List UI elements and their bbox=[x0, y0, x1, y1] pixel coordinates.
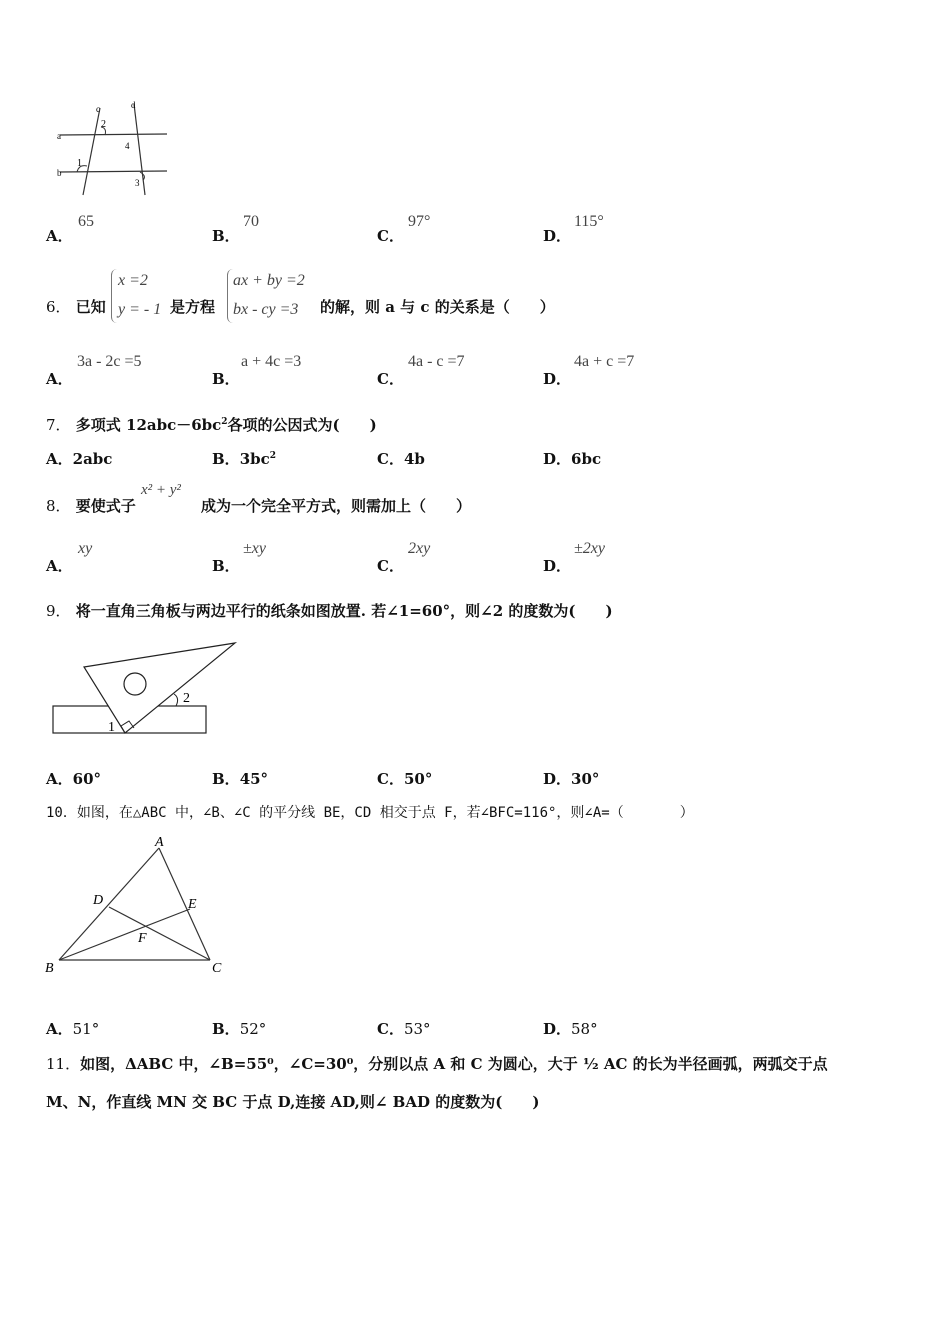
q6-system1-row2: y = - 1 bbox=[118, 301, 162, 318]
q10-label-E: E bbox=[188, 897, 197, 912]
q8-stem bbox=[46, 495, 136, 516]
q5-option-c-value: 97° bbox=[408, 213, 431, 230]
q5-option-c[interactable]: C． bbox=[377, 227, 404, 245]
q10-label-D: D bbox=[93, 893, 104, 908]
q8-number: 8． bbox=[46, 497, 71, 515]
q6-option-c[interactable]: C． bbox=[377, 370, 404, 388]
q6-text-rest: 的解，则 a 与 c 的关系是（ ） bbox=[320, 298, 555, 316]
q10-number: 10． bbox=[46, 805, 77, 821]
q5-option-b[interactable]: B． bbox=[212, 227, 240, 245]
q8-option-c[interactable]: C． bbox=[377, 557, 404, 575]
q5-option-a-value: 65 bbox=[78, 213, 94, 230]
q5-label-c: c bbox=[96, 104, 100, 114]
q8-option-a[interactable]: A． bbox=[46, 557, 73, 575]
q7-stem bbox=[46, 414, 377, 435]
q7-option-c[interactable]: C．4b bbox=[377, 450, 425, 468]
q6-text-is: 是方程 bbox=[170, 298, 216, 316]
q11-number: 11． bbox=[46, 1055, 81, 1073]
q6-system2 bbox=[233, 266, 305, 324]
q5-label-3: 3 bbox=[135, 178, 140, 188]
q10-figure bbox=[40, 832, 235, 980]
q10-text: 如图，在△ABC 中，∠B、∠C 的平分线 BE，CD 相交于点 F，若∠BFC=116°，则∠A=（ ） bbox=[76, 805, 694, 821]
q9-text: 将一直角三角板与两边平行的纸条如图放置. 若∠1=60°，则∠2 的度数为( ) bbox=[75, 602, 613, 620]
q9-option-a[interactable]: A．60° bbox=[46, 770, 102, 788]
q7-number: 7． bbox=[46, 416, 71, 434]
q6-option-b[interactable]: B． bbox=[212, 370, 240, 388]
q9-option-b[interactable]: B．45° bbox=[212, 770, 269, 788]
q8-option-d-value: ±2xy bbox=[574, 540, 605, 557]
q10-option-c[interactable]: C．53° bbox=[377, 1020, 431, 1038]
q8-text-b: 成为一个完全平方式，则需加上（ ） bbox=[201, 497, 472, 515]
q10-label-A: A bbox=[155, 835, 164, 850]
q5-figure bbox=[55, 100, 175, 200]
q5-label-a: a bbox=[57, 131, 61, 141]
q10-option-b[interactable]: B．52° bbox=[212, 1020, 267, 1038]
q7-text-a: 多项式 12abc－6bc bbox=[75, 416, 222, 434]
q6-option-b-value: a + 4c =3 bbox=[241, 353, 302, 370]
q6-number: 6． bbox=[46, 298, 71, 316]
q7-option-b[interactable]: B．$3bc^2$ bbox=[212, 450, 277, 468]
q10-label-C: C bbox=[212, 961, 222, 976]
q10-option-a[interactable]: A．51° bbox=[46, 1020, 100, 1038]
q6-option-d[interactable]: D． bbox=[543, 370, 572, 388]
q9-option-c[interactable]: C．50° bbox=[377, 770, 433, 788]
q8-expression: x² + y² bbox=[141, 482, 181, 498]
q6-system2-row1: ax + by =2 bbox=[233, 272, 305, 289]
q6-system1 bbox=[118, 266, 161, 324]
q10-stem bbox=[46, 802, 694, 822]
q6-option-c-value: 4a - c =7 bbox=[408, 353, 465, 370]
q8-text-a: 要使式子 bbox=[75, 497, 136, 515]
q10-option-d[interactable]: D．58° bbox=[543, 1020, 598, 1038]
q6-system1-row1: x =2 bbox=[118, 272, 148, 289]
q5-option-b-value: 70 bbox=[243, 213, 259, 230]
q6-option-a-value: 3a - 2c =5 bbox=[77, 353, 142, 370]
q5-option-a[interactable]: A． bbox=[46, 227, 73, 245]
q5-label-4: 4 bbox=[125, 141, 130, 151]
q11-line1: 如图，ΔABC 中，∠B=55⁰，∠C=30⁰，分别以点 A 和 C 为圆心，大于 ½ AC 的长为半径画弧，两弧交于点 bbox=[80, 1055, 828, 1073]
q5-option-d[interactable]: D． bbox=[543, 227, 572, 245]
q8-option-d[interactable]: D． bbox=[543, 557, 572, 575]
q6-system1-brace bbox=[111, 269, 118, 323]
q5-label-d: d bbox=[131, 100, 136, 110]
q9-label-2: 2 bbox=[183, 691, 190, 706]
q11-stem-line1 bbox=[46, 1053, 828, 1074]
q9-label-1: 1 bbox=[108, 720, 115, 735]
q5-label-b: b bbox=[57, 168, 62, 178]
q8-option-c-value: 2xy bbox=[408, 540, 431, 557]
q6-text-known: 已知 bbox=[75, 298, 106, 316]
q9-number: 9． bbox=[46, 602, 71, 620]
q8-option-b-value: ±xy bbox=[243, 540, 266, 557]
q7-text-b: 各项的公因式为( ) bbox=[227, 416, 377, 434]
q5-option-d-value: 115° bbox=[574, 213, 604, 230]
q6-system2-row2: bx - cy =3 bbox=[233, 301, 299, 318]
q8-option-b[interactable]: B． bbox=[212, 557, 240, 575]
q11-stem-line2: M、N，作直线 MN 交 BC 于点 D,连接 AD,则∠ BAD 的度数为( ) bbox=[46, 1093, 540, 1111]
q6-option-a[interactable]: A． bbox=[46, 370, 73, 388]
q9-figure bbox=[50, 638, 240, 740]
q5-label-2: 2 bbox=[101, 119, 106, 130]
q7-option-a[interactable]: A．2abc bbox=[46, 450, 113, 468]
q9-option-d[interactable]: D．30° bbox=[543, 770, 600, 788]
q10-label-B: B bbox=[45, 961, 54, 976]
q7-option-d[interactable]: D．6bc bbox=[543, 450, 602, 468]
q10-label-F: F bbox=[138, 931, 147, 946]
q6-option-d-value: 4a + c =7 bbox=[574, 353, 635, 370]
q6-stem bbox=[46, 296, 106, 317]
q8-option-a-value: xy bbox=[78, 540, 93, 557]
q9-stem bbox=[46, 600, 613, 621]
q5-label-1: 1 bbox=[77, 158, 82, 169]
q7-sup: 2 bbox=[221, 417, 228, 427]
